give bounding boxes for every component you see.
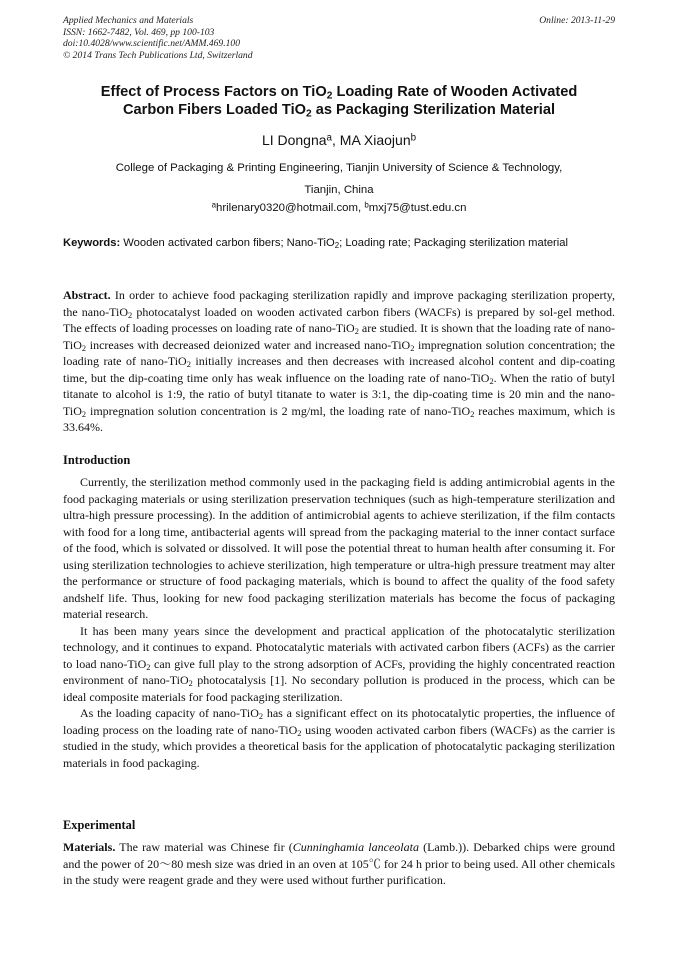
keywords	[63, 236, 615, 251]
email-link: mxj75@tust.edu.cn	[368, 202, 467, 214]
keywords-subscript: 2	[334, 240, 340, 250]
species-name: Cunninghamia lanceolata	[292, 840, 419, 854]
subscript: 2	[188, 679, 193, 689]
intro-paragraph	[63, 705, 615, 771]
affiliation	[63, 157, 615, 201]
author-affil-mark: b	[410, 132, 417, 144]
subscript: 2	[81, 409, 87, 419]
subscript: 2	[410, 343, 415, 353]
title-text: Loading Rate of Wooden Activated	[332, 84, 578, 100]
abstract-text: photocatalyst loaded on wooden activated carbon fibers (WACFs) is prepared by sol-gel method. The effects of loading processes on loading rate of nano-TiO	[63, 304, 616, 335]
abstract-text: In order to achieve food packaging sterilization rapidly and improve packaging sterilization property, the nano-TiO	[63, 288, 615, 319]
abstract-text: increases with decreased deionized water and increased nano-TiO	[86, 337, 411, 352]
journal-header	[63, 15, 615, 61]
intro-paragraph: Currently, the sterilization method commonly used in the packaging field is adding antimicrobial agents in the food packaging materials or using sterilization preservation techniques (such as high-temperature sterilization and ultra-high pressure processing). In the addition of antimicrobial agents to achieve sterilization, if the film contacts with food for a long time, antibacterial agents will spread from the packaging material to the inner contact surface of the food, which is solvated or dissolved. It will pose the potential threat to human health after consuming it. For using sterilization technologies to achieve sterilization, high temperature or ultra-high pressure treatment may alter the performance or structure of food packaging materials, which is bound to affect the quality of the food safety andshelf life. Thus, looking for new food packaging sterilization materials has become the focus of packaging material research.	[63, 475, 615, 621]
intro-text: It has been many years since the development and practical application of the photocatalytic sterilization technology, and it continues to expand. Photocatalytic materials with activated carbon fibers (ACFs) as the carrier to load nano-TiO	[63, 623, 615, 671]
online-date: Online: 2013-11-29	[539, 15, 615, 26]
affiliation-line: College of Packaging & Printing Engineering, Tianjin University of Science & Technology,	[115, 162, 563, 174]
abstract	[63, 287, 615, 436]
materials-label: Materials.	[63, 840, 116, 854]
title-subscript: 2	[306, 108, 312, 120]
author-list	[63, 131, 615, 149]
keywords-text: ; Loading rate; Packaging sterilization material	[339, 237, 568, 249]
subscript: 2	[489, 376, 494, 386]
keywords-text: Wooden activated carbon fibers; Nano-TiO	[120, 237, 335, 249]
subscript: 2	[258, 712, 264, 722]
copyright-line: © 2014 Trans Tech Publications Ltd, Switzerland	[63, 49, 253, 61]
abstract-text: impregnation solution concentration is 2 mg/ml, the loading rate of nano-TiO	[86, 403, 471, 418]
author-separator: ,	[332, 132, 340, 148]
issn-line: ISSN: 1662-7482, Vol. 469, pp 100-103	[63, 26, 215, 38]
introduction-body	[63, 474, 615, 771]
author-affil-mark: a	[326, 132, 332, 144]
affiliation-line: Tianjin, China	[304, 184, 374, 196]
title-text: Effect of Process Factors on TiO	[100, 84, 327, 100]
experimental-body	[63, 839, 615, 889]
intro-text: using wooden activated carbon fibers (WACFs) as the carrier is studied in the study, which provides a theoretical basis for the application of photocatalytic packaging sterilization materials in food packaging.	[63, 722, 615, 770]
materials-text: (Lamb.)). Debarked chips were ground and the power of 20～80 mesh size was dried in an oven at 105℃ for 24 h prior to being used. All other chemicals in the study were reagent grade and they were used without further purification.	[63, 840, 615, 887]
email-mark: a	[211, 200, 216, 210]
author-name: MA Xiaojun	[339, 132, 411, 148]
title-subscript: 2	[326, 90, 333, 102]
intro-paragraph	[63, 623, 615, 706]
abstract-text: . When the ratio of butyl titanate to alcohol is 1:9, the ratio of butyl titanate to water is 3:1, the dip-coating time is 20 min and the nano-TiO	[63, 370, 615, 418]
intro-text: can give full play to the strong adsorption of ACFs, providing the highly concentrated reaction environment of nano-TiO	[63, 656, 615, 687]
abstract-text: reaches maximum, which is 33.64%.	[63, 403, 615, 434]
author-name: LI Dongna	[261, 132, 327, 148]
abstract-text: are studied. It is shown that the loading rate of nano-TiO	[63, 321, 615, 352]
title-text: as Packaging Sterilization Material	[311, 102, 555, 118]
title-text: Carbon Fibers Loaded TiO	[123, 102, 306, 118]
journal-name: Applied Mechanics and Materials	[63, 15, 194, 26]
doi-line: doi:10.4028/www.scientific.net/AMM.469.100	[63, 38, 241, 49]
materials-text: The raw material was Chinese fir (	[115, 840, 293, 854]
intro-text: has a significant effect on its photocatalytic properties, the influence of loading process on the loading rate of nano-TiO	[63, 706, 615, 737]
intro-text: As the loading capacity of nano-TiO	[80, 706, 259, 720]
paper-title	[63, 83, 615, 119]
intro-text: photocatalysis [1]. No secondary pollution is produced in the process, which can be ideal composite materials for food packaging sterilization.	[63, 673, 615, 704]
abstract-text: initially increases and then decreases with increased alcohol content and dip-coating time, but the dip-coating time only has weak influence on the loading rate of nano-TiO	[63, 354, 616, 385]
keywords-label: Keywords:	[63, 237, 121, 249]
abstract-paragraph	[63, 287, 615, 436]
section-heading-introduction: Introduction	[63, 453, 131, 467]
subscript: 2	[146, 662, 151, 672]
abstract-label: Abstract.	[63, 288, 111, 302]
materials-paragraph	[63, 839, 615, 889]
subscript: 2	[128, 310, 133, 320]
author-emails	[63, 200, 615, 216]
subscript: 2	[470, 409, 475, 419]
email-mark: b	[364, 200, 369, 210]
subscript: 2	[297, 728, 302, 738]
abstract-text: impregnation solution concentration; the loading rate of nano-TiO	[63, 337, 616, 368]
section-heading-experimental: Experimental	[63, 818, 136, 832]
subscript: 2	[186, 360, 191, 370]
subscript: 2	[81, 343, 87, 353]
email-link: hrilenary0320@hotmail.com,	[216, 202, 365, 214]
subscript: 2	[354, 327, 359, 337]
